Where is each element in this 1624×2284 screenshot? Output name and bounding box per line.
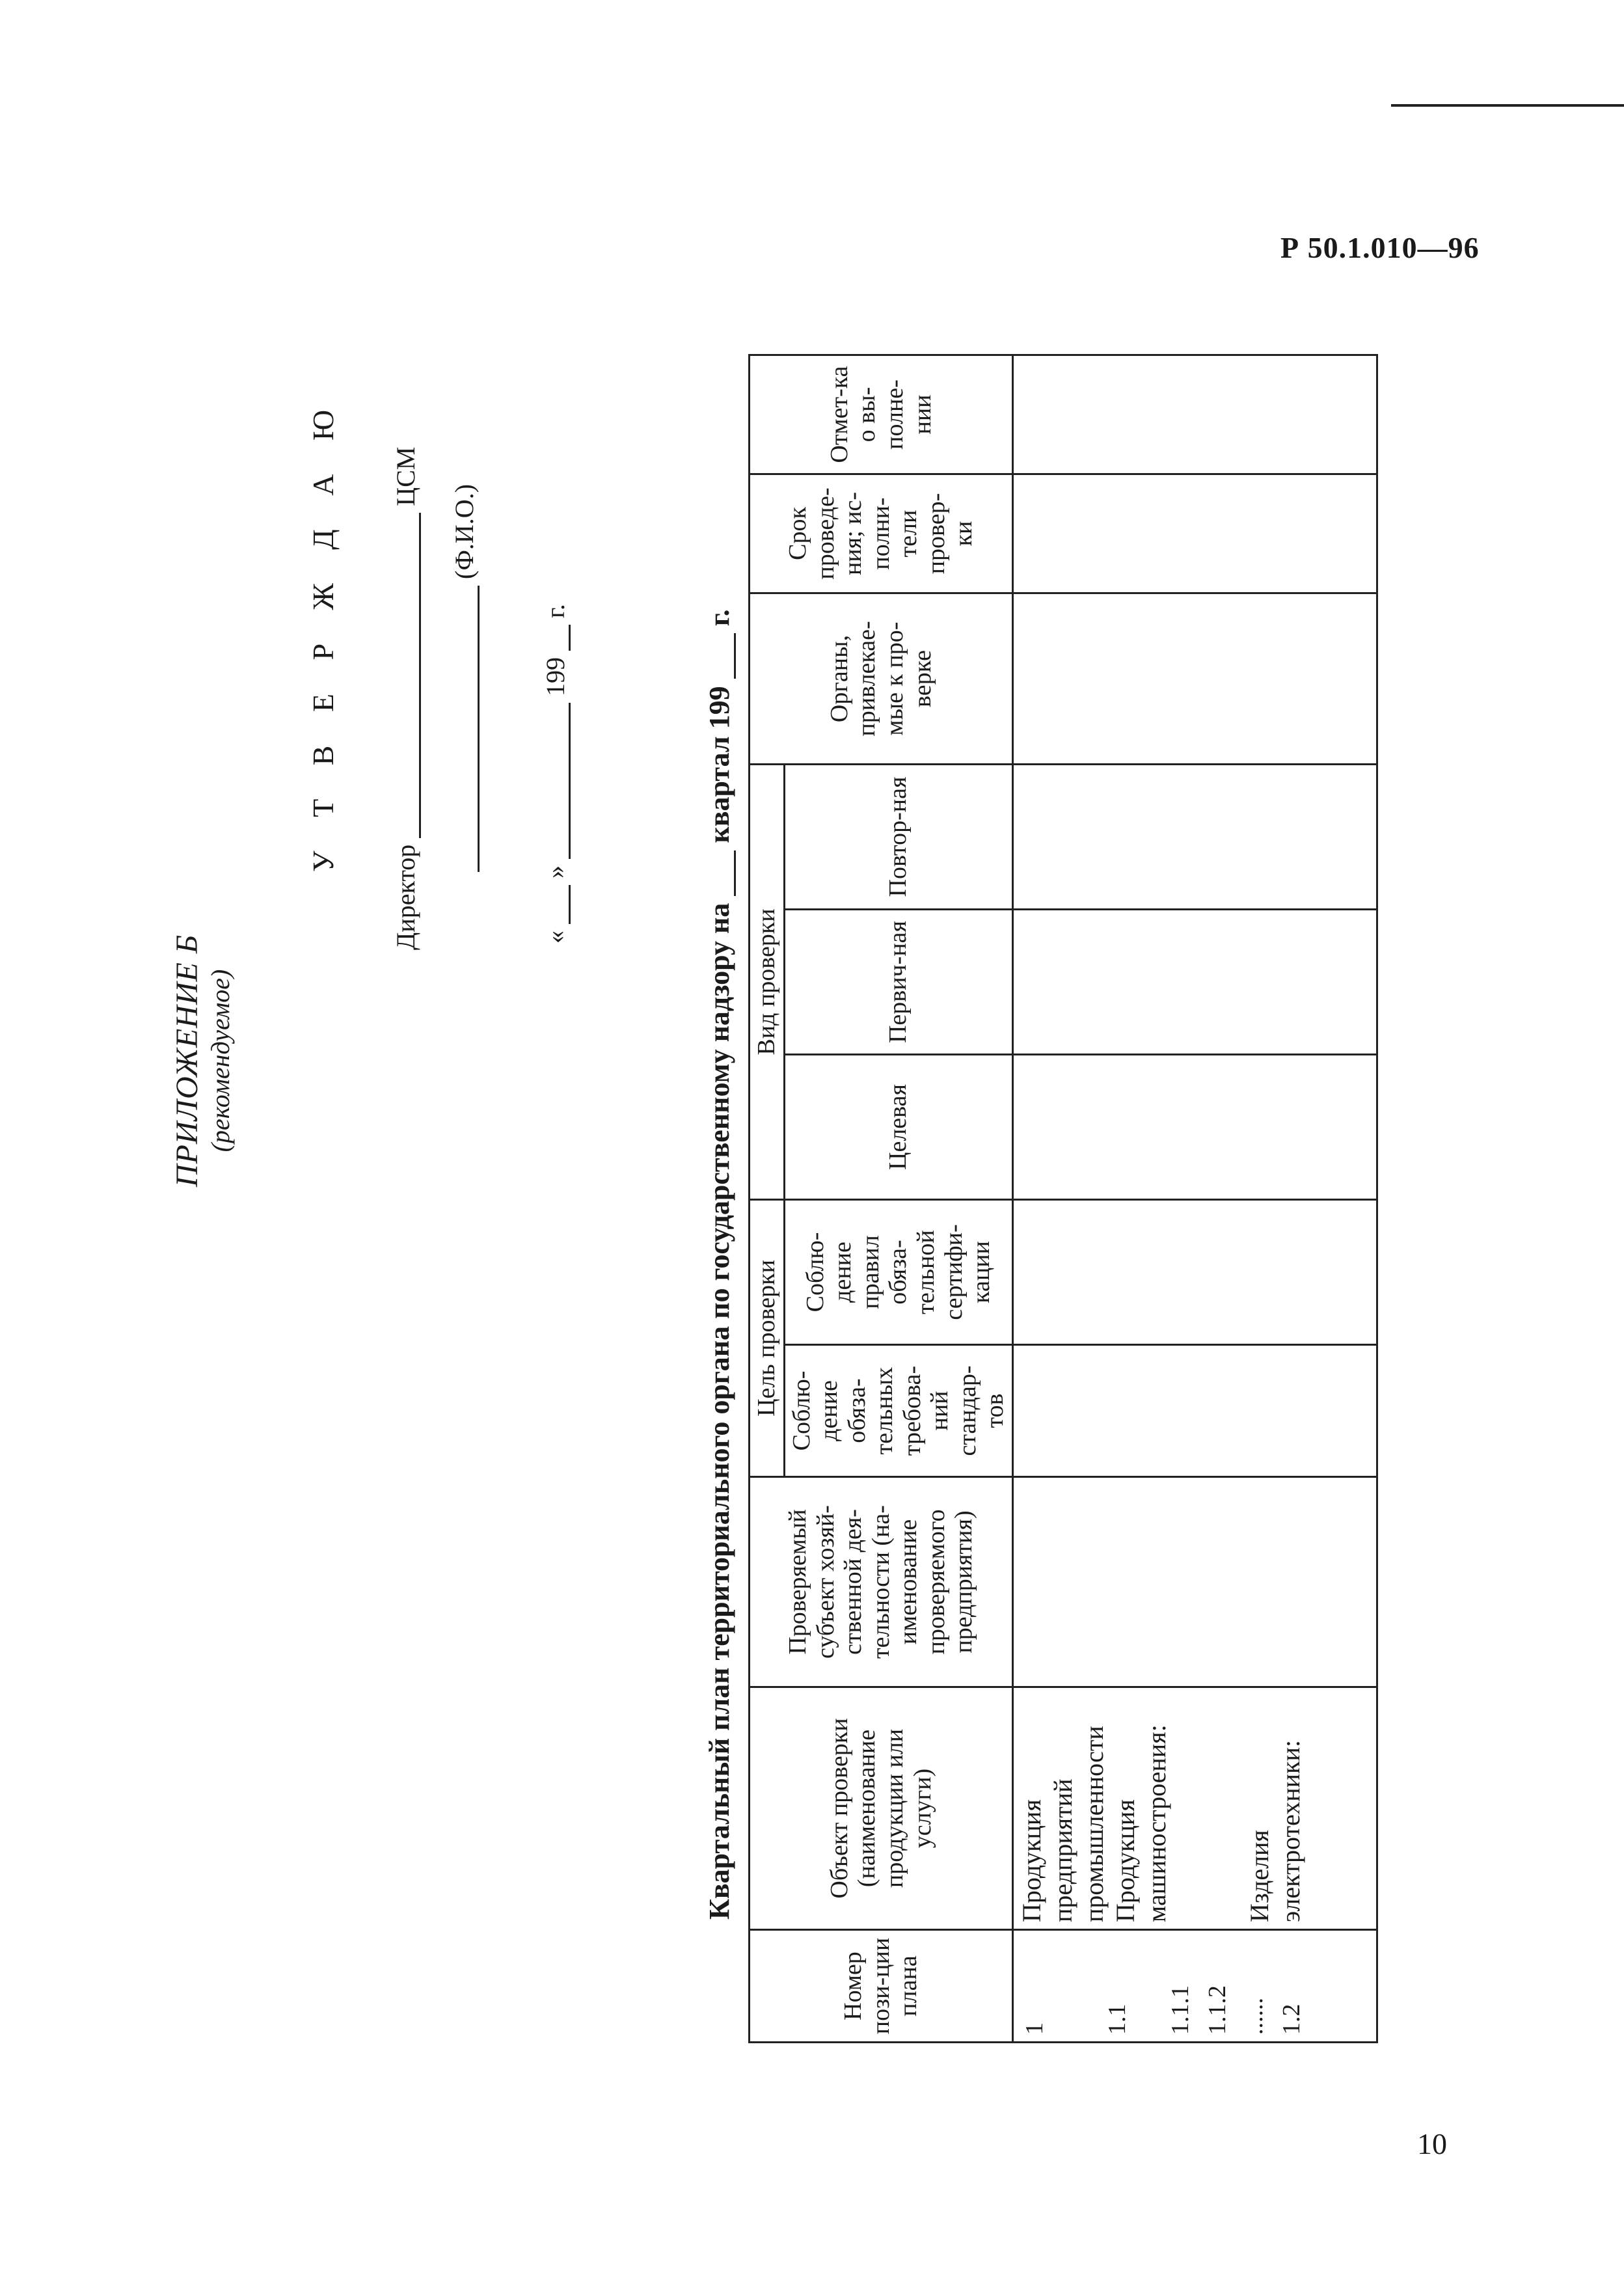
body-type-repeat-cell — [1012, 765, 1377, 910]
plan-year-blank — [734, 633, 736, 679]
plan-table-wrap — [748, 354, 1378, 2043]
row-number: 1 — [1020, 2022, 1048, 2035]
body-position-cell — [1012, 1930, 1377, 2043]
header-goal-group: Цель проверки — [750, 1200, 785, 1477]
body-goal-certification-cell — [1012, 1200, 1377, 1345]
year-suffix: г. — [541, 604, 570, 618]
date-line — [540, 604, 571, 944]
plan-year-suffix: г. — [703, 609, 735, 627]
year-blank — [569, 625, 571, 651]
appendix-heading — [169, 833, 236, 1288]
row-number: ...... — [1240, 1998, 1268, 2035]
day-blank — [569, 885, 571, 924]
header-subject: Проверяемый субъект хозяй-ственной дея-тельности (на-именование проверяемого предприятия) — [750, 1477, 1013, 1687]
row-object: Продукция предприятий промышленности — [1016, 1726, 1109, 1922]
header-goal-standards: Соблю-дение обяза-тельных требова-ний стандар-тов — [784, 1345, 1012, 1477]
header-object: Объект проверки (наименование продукции или услуги) — [750, 1687, 1013, 1930]
director-line — [390, 447, 421, 950]
body-object-cell — [1012, 1687, 1377, 1930]
body-subject-cell — [1012, 1477, 1377, 1687]
body-completion-cell — [1012, 355, 1377, 474]
director-label: Директор — [391, 844, 420, 950]
document-id: Р 50.1.010—96 — [1280, 231, 1480, 264]
row-number: 1.1 — [1103, 2004, 1131, 2035]
header-type-targeted: Целевая — [784, 1055, 1012, 1200]
header-completion: Отмет-ка о вы-полне-нии — [750, 355, 1013, 474]
org-suffix: ЦСМ — [391, 446, 420, 506]
row-number: 1.1.1 — [1166, 1985, 1194, 2035]
appendix-subtitle: (рекомендуемое) — [206, 969, 235, 1152]
header-type-group: Вид проверки — [750, 765, 785, 1200]
body-bodies-cell — [1012, 593, 1377, 765]
appendix-title: ПРИЛОЖЕНИЕ Б — [170, 934, 204, 1188]
fio-blank — [478, 586, 480, 872]
body-type-primary-cell — [1012, 910, 1377, 1055]
body-type-targeted-cell — [1012, 1055, 1377, 1200]
row-number: 1.2 — [1277, 2004, 1305, 2035]
header-type-repeat: Повтор-ная — [784, 765, 1012, 910]
header-type-primary: Первич-ная — [784, 910, 1012, 1055]
page-number: 10 — [1417, 2127, 1447, 2160]
plan-quarter-blank — [734, 850, 736, 896]
body-deadline-cell — [1012, 474, 1377, 593]
header-position-number: Номер пози-ции плана — [750, 1930, 1013, 2043]
plan-quarter-word: квартал 199 — [703, 686, 735, 843]
header-deadline: Срок проведе-ния; ис-полни-тели провер-ки — [750, 474, 1013, 593]
date-open-quote: « — [541, 931, 570, 944]
plan-table — [748, 354, 1378, 2043]
row-number: 1.1.2 — [1203, 1985, 1231, 2035]
approval-heading: У Т В Е Р Ж Д А Ю — [306, 396, 340, 872]
header-bodies: Органы, привлекае-мые к про-верке — [750, 593, 1013, 765]
row-object: Продукция машиностроения: — [1110, 1724, 1171, 1922]
director-blank — [419, 513, 421, 838]
header-goal-certification: Соблю-дение правил обяза-тельной сертифи-кации — [784, 1200, 1012, 1345]
year-prefix: 199 — [541, 657, 570, 696]
date-close-quote: » — [541, 865, 570, 878]
body-goal-standards-cell — [1012, 1345, 1377, 1477]
fio-label: (Ф.И.О.) — [450, 483, 479, 579]
row-object: Изделия электротехники: — [1244, 1740, 1305, 1922]
month-blank — [569, 703, 571, 859]
plan-title — [703, 609, 736, 1920]
fio-line — [449, 484, 480, 872]
plan-title-text: Квартальный план территориального органа по государственному надзору на — [703, 903, 735, 1920]
